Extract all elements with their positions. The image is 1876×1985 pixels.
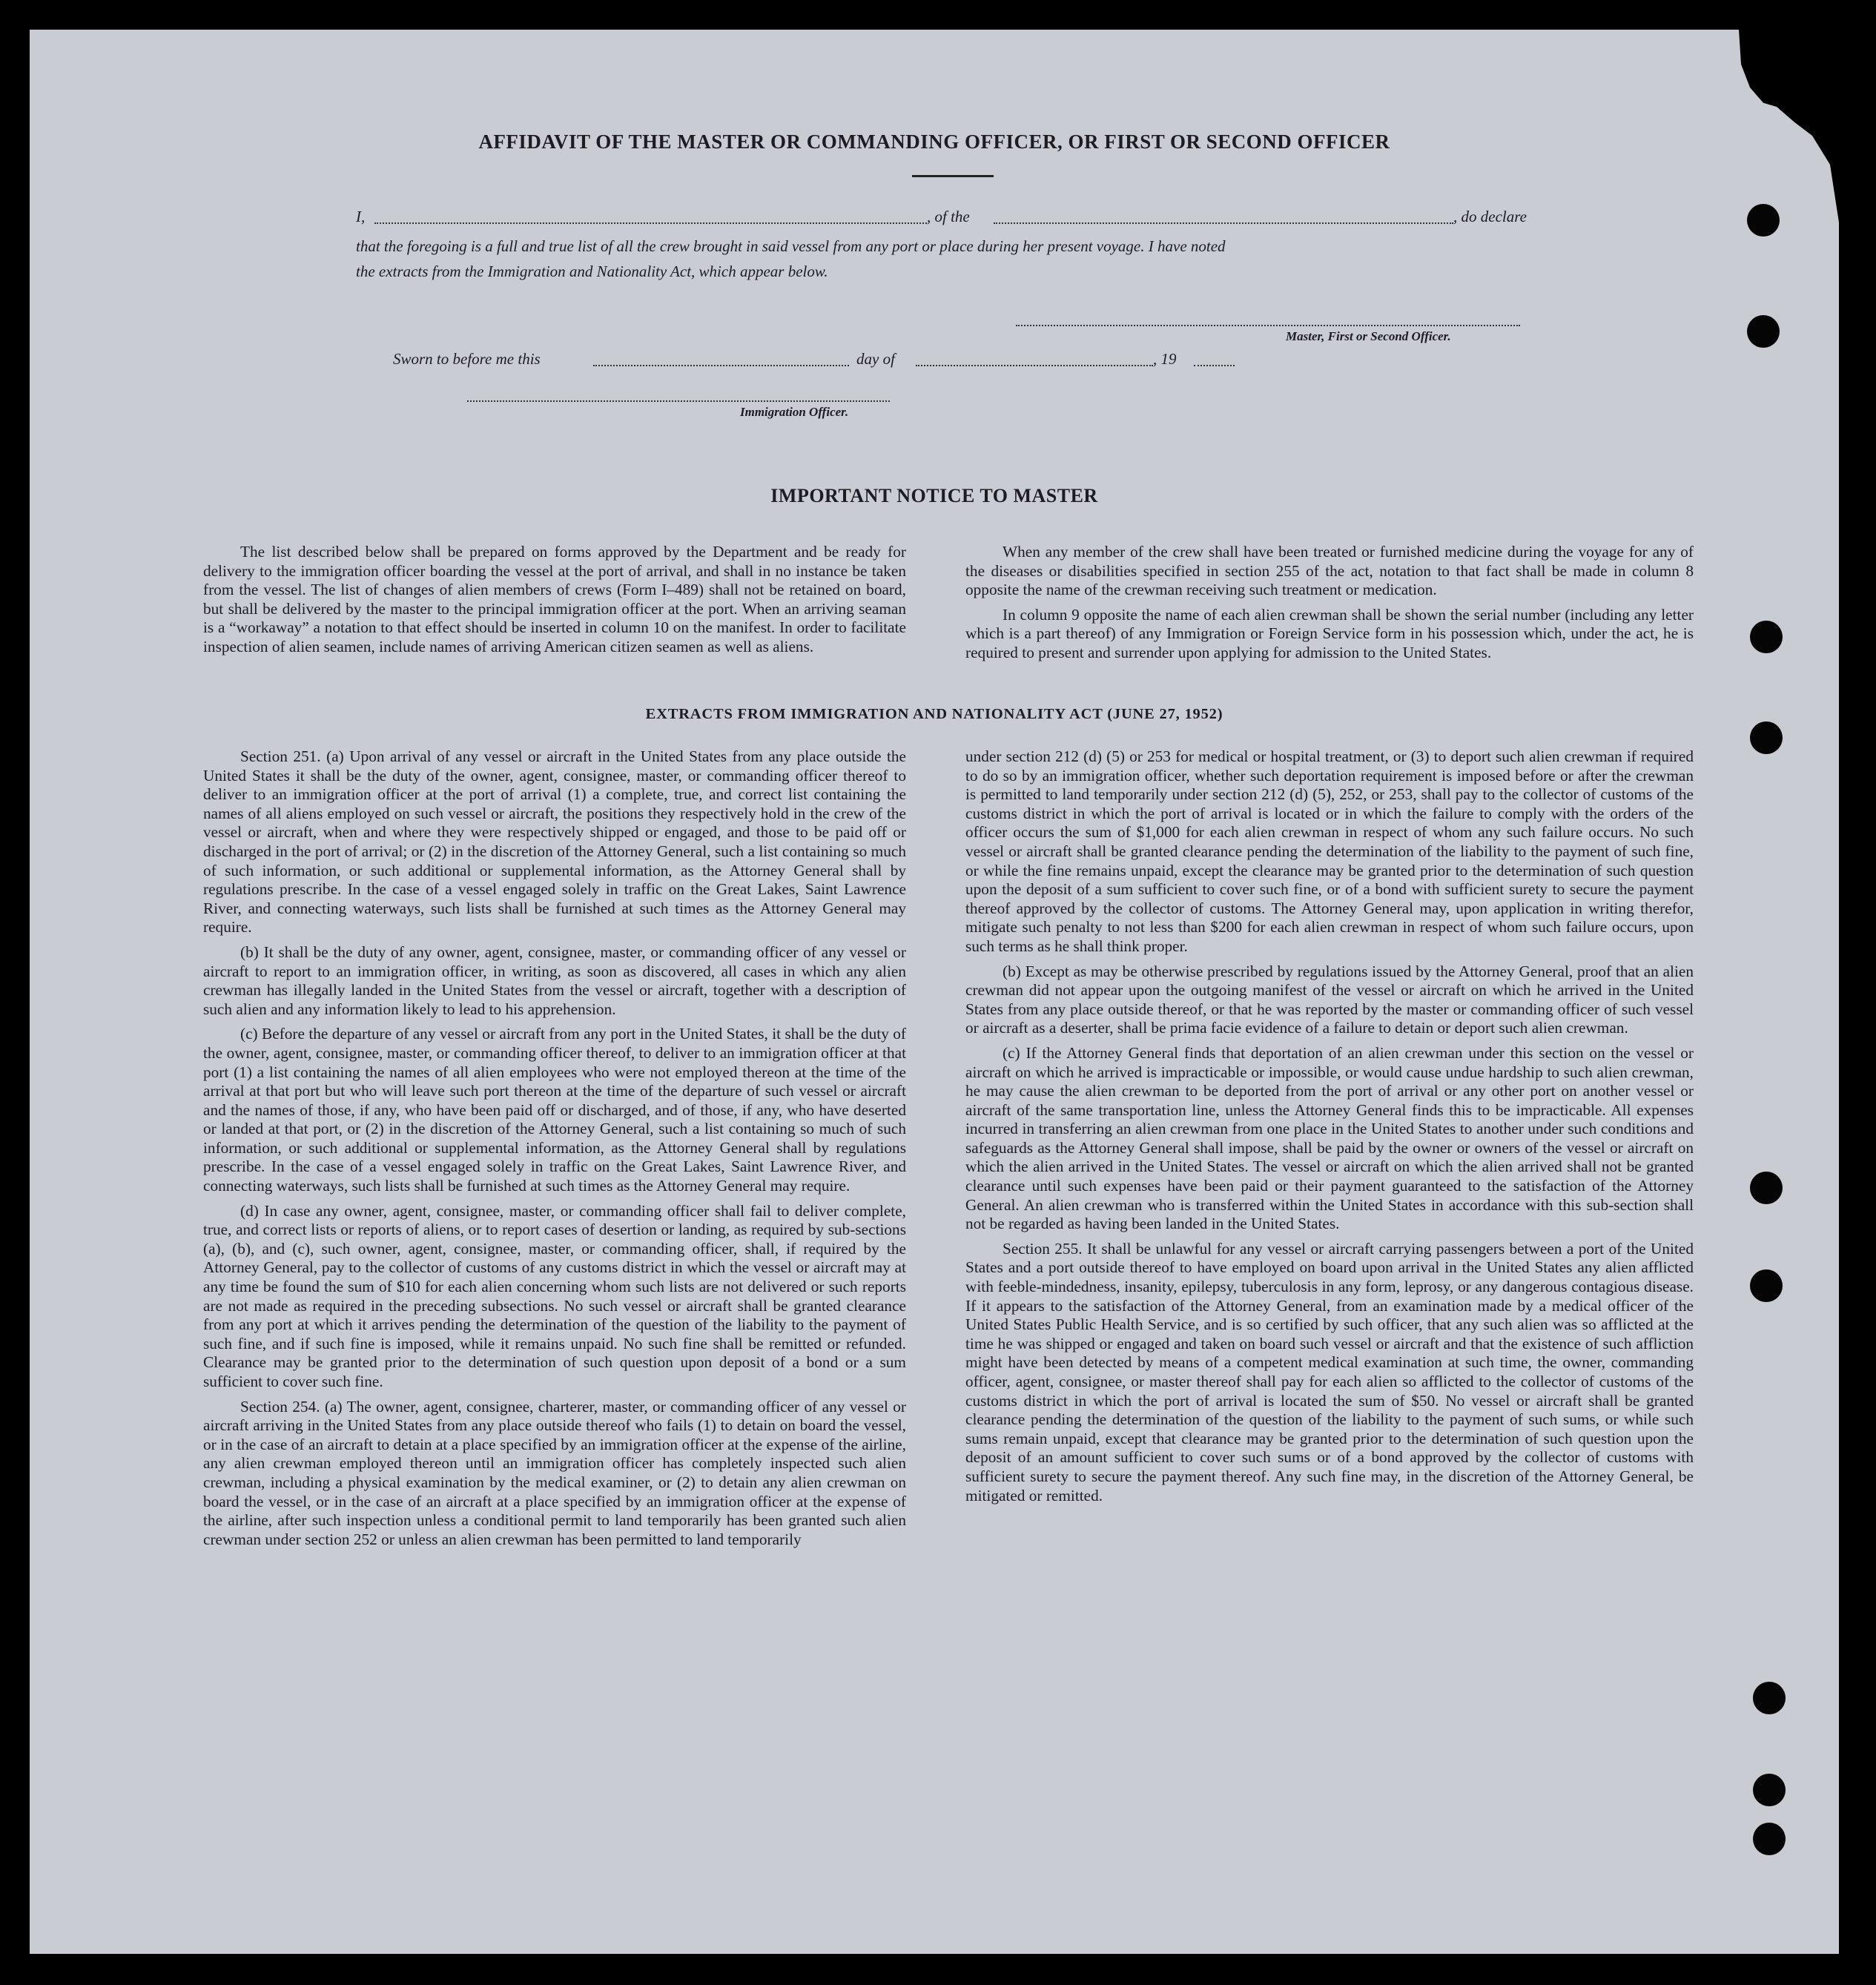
extract-paragraph: Section 251. (a) Upon arrival of any vessel or aircraft in the United States from any place outside the United States it shall be the duty of the owner, agent, consignee, master, or commanding officer thereof to deliver to an immigration officer at the port of arrival (1) a complete, true, and correct list containing the names of all aliens employed on such vessel or aircraft, the positions they respectively hold in the crew of the vessel or aircraft, when and where they were respectively shipped or engaged, and those to be paid off or discharged in the port of arrival; or (2) in the discretion of the Attorney General, such a list containing so much of such information, or such additional or supplemental information, as the Attorney General shall by regulations prescribe. In the case of a vessel engaged solely in traffic on the Great Lakes, Saint Lawrence River, and connecting waterways, such lists shall be furnished at such times as the Attorney General may require.: [203, 747, 906, 937]
notice-right-paragraph: When any member of the crew shall have been treated or furnished medicine during the voyage for any of the diseases or disabilities specified in section 255 of the act, notation to that fact shall be made in column 8 opposite the name of the crewman receiving such treatment or medication.: [965, 543, 1694, 599]
torn-corner: [1616, 30, 1839, 222]
declare-i: I,: [356, 208, 366, 225]
declare-of-the: , of the: [927, 208, 970, 225]
binder-hole: [1753, 1774, 1786, 1806]
sworn-prefix: Sworn to before me this: [393, 350, 541, 368]
officer-signature-line[interactable]: [467, 400, 890, 402]
binder-hole: [1747, 315, 1780, 348]
sworn-year-field[interactable]: [1194, 365, 1235, 366]
sworn-year: , 19: [1153, 350, 1177, 368]
title-rule: [912, 175, 994, 177]
binder-hole: [1750, 721, 1783, 754]
extract-paragraph: Section 254. (a) The owner, agent, consignee, charterer, master, or commanding officer of any vessel or aircraft arriving in the United States from any place outside thereof who fails (1) to detain on board the vessel, or in the case of an aircraft to detain at a place specified by an immigration officer at the expense of the airline, any alien crewman employed thereon until an immigration officer has completely inspected such alien crewman, including a physical examination by the medical examiner, or (2) to detain any alien crewman on board the vessel, or in the case of an aircraft at a place specified by an immigration officer at the expense of the airline, after such inspection unless a conditional permit to land temporarily has been granted such alien crewman under section 252 or unless an alien crewman has been permitted to land temporarily: [203, 1397, 906, 1548]
notice-title: IMPORTANT NOTICE TO MASTER: [770, 485, 1098, 506]
affidavit-statement-line1: that the foregoing is a full and true list of all the crew brought in said vessel from any port or place during her present voyage. I have noted: [356, 237, 1226, 255]
sworn-day-of: day of: [856, 350, 895, 368]
binder-hole: [1750, 1172, 1783, 1204]
officer-signature-label: Immigration Officer.: [740, 405, 849, 419]
binder-hole: [1750, 621, 1783, 653]
vessel-field[interactable]: [994, 222, 1453, 224]
extract-paragraph: (c) If the Attorney General finds that deportation of an alien crewman under this section on the vessel or aircraft on which he arrived is impracticable or impossible, or would cause undue hardship to such alien crewman, he may cause the alien crewman to be deported from the port of arrival or any other port on another vessel or aircraft of the same transportation line, unless the Attorney General finds this to be impracticable. All expenses incurred in transferring an alien crewman from one place in the United States to another under such conditions and safeguards as the Attorney General shall impose, shall be paid by the owner or owners of the vessel or aircraft on which the alien arrived in the United States. The vessel or aircraft on which the alien arrived shall not be granted clearance until such expenses have been paid or their payment guaranteed to the satisfaction of the Attorney General. An alien crewman who is transferred within the United States in accordance with this sub-section shall not be regarded as having been landed in the United States.: [965, 1043, 1694, 1233]
master-signature-line[interactable]: [1016, 325, 1520, 326]
extracts-right-column: [965, 747, 1694, 1511]
binder-hole: [1753, 1682, 1786, 1714]
binder-hole: [1753, 1823, 1786, 1855]
extract-paragraph: (d) In case any owner, agent, consignee, master, or commanding officer shall fail to deliver complete, true, and correct lists or reports of aliens, or to report cases of desertion or landing, as required by sub-sections (a), (b), and (c), such owner, agent, consignee, master, or commanding officer, shall, if required by the Attorney General, pay to the collector of customs of any customs district in which the vessel or aircraft may at any time be found the sum of $10 for each alien concerning whom such lists are not delivered or such reports are not made as required in the preceding subsections. No such vessel or aircraft shall be granted clearance from any port at which it arrives pending the determination of the question of the liability to the payment of such fine, and if such fine is imposed, while it remains unpaid. No such fine shall be remitted or refunded. Clearance may be granted prior to the determination of such question upon deposit of a bond or a sum sufficient to cover such fine.: [203, 1201, 906, 1390]
affidavit-title: AFFIDAVIT OF THE MASTER OR COMMANDING OFFICER, OR FIRST OR SECOND OFFICER: [478, 131, 1390, 153]
notice-right-column: [965, 543, 1694, 669]
extract-paragraph: (b) It shall be the duty of any owner, agent, consignee, master, or commanding officer of any vessel or aircraft to report to an immigration officer, in writing, as soon as discovered, all cases in which any alien crewman has illegally landed in the United States from the vessel or aircraft, together with a description of such alien and any information likely to lead to his apprehension.: [203, 942, 906, 1018]
document-page: [30, 30, 1839, 1954]
sworn-month-field[interactable]: [916, 365, 1153, 366]
binder-hole: [1747, 204, 1780, 237]
extracts-left-column: [203, 747, 906, 1555]
notice-left-paragraph: The list described below shall be prepared on forms approved by the Department and be ready for delivery to the immigration officer boarding the vessel at the port of arrival, and shall in no instance be taken from the vessel. The list of changes of alien members of crews (Form I–489) shall not be retained on board, but shall be delivered by the master to the principal immigration officer at the port. When an arriving seaman is a “workaway” a notation to that effect should be inserted in column 10 on the manifest. In order to facilitate inspection of alien seamen, include names of arriving American citizen seamen as well as aliens.: [203, 543, 906, 655]
extract-paragraph: under section 212 (d) (5) or 253 for medical or hospital treatment, or (3) to deport such alien crewman if required to do so by an immigration officer, whether such deportation requirement is imposed before or after the crewman is permitted to land temporarily under section 212 (d) (5), 252, or 253, shall pay to the collector of customs of the customs district in which the port of arrival is located or in which the failure to comply with the orders of the officer occurs the sum of $1,000 for each alien crewman in respect of whom any such failure occurs. No such vessel or aircraft shall be granted clearance pending the determination of the liability to the payment of such fine, or while the fine remains unpaid, except the clearance may be granted prior to the determination of such question upon the deposit of a sum sufficient to cover such fine, or of a bond with sufficient surety to secure the payment thereof approved by the collector of customs. The Attorney General may, upon application in writing therefor, mitigate such penalty to not less than $200 for each alien crewman in respect of whom such failure occurs, upon such terms as he shall think proper.: [965, 747, 1694, 955]
extract-paragraph: Section 255. It shall be unlawful for any vessel or aircraft carrying passengers between a port of the United States and a port outside thereof to have employed on board upon arrival in the United States any alien afflicted with feeble-mindedness, insanity, epilepsy, tuberculosis in any form, leprosy, or any dangerous contagious disease. If it appears to the satisfaction of the Attorney General, from an examination made by a medical officer of the United States Public Health Service, and is so certified by such officer, that any such alien was so afflicted at the time he was shipped or engaged and taken on board such vessel or aircraft and that the existence of such affliction might have been detected by means of a competent medical examination at such time, the owner, commanding officer, agent, consignee, or master thereof shall pay for each alien so afflicted to the collector of customs of the customs district in which the port of arrival is located the sum of $50. No vessel or aircraft shall be granted clearance pending the determination of the question of the liability to the payment of such sums, or while such sums remain unpaid, except that clearance may be granted prior to the determination of such question upon the deposit of an amount sufficient to cover such sums or of a bond approved by the collector of customs with sufficient surety to secure the payment thereof. Any such fine may, in the discretion of the Attorney General, be mitigated or remitted.: [965, 1239, 1694, 1505]
notice-right-paragraph: In column 9 opposite the name of each alien crewman shall be shown the serial number (including any letter which is a part thereof) of any Immigration or Foreign Service form in his possession which, under the act, he is required to present and surrender upon applying for admission to the United States.: [965, 605, 1694, 661]
name-field[interactable]: [374, 222, 927, 224]
sworn-day-field[interactable]: [593, 365, 849, 366]
extract-paragraph: (b) Except as may be otherwise prescribed by regulations issued by the Attorney General, proof that an alien crewman did not appear upon the outgoing manifest of the vessel or aircraft on which he arrived in the United States from any place outside thereof, or that he was reported by the master or commanding officer of such vessel or aircraft as a deserter, shall be prima facie evidence of a failure to detain or deport such alien crewman.: [965, 962, 1694, 1037]
extracts-title: EXTRACTS FROM IMMIGRATION AND NATIONALITY ACT (JUNE 27, 1952): [645, 706, 1223, 722]
binder-hole: [1750, 1269, 1783, 1302]
declare-end: , do declare: [1453, 208, 1527, 225]
extract-paragraph: (c) Before the departure of any vessel or aircraft from any port in the United States, it shall be the duty of the owner, agent, consignee, master, or commanding officer thereof, to deliver to an immigration officer at that port (1) a list containing the names of all alien employees who were not employed thereon at the time of the arrival at that port but who will leave such port thereon at the time of the departure of such vessel or aircraft and the names of those, if any, who have been paid off or discharged, and of those, if any, who have deserted or landed at that port, or (2) in the discretion of the Attorney General, such a list containing so much of such information, or such additional or supplemental information, as the Attorney General shall by regulations prescribe. In the case of a vessel engaged solely in traffic on the Great Lakes, Saint Lawrence River, and connecting waterways, such lists shall be furnished at such times as the Attorney General may require.: [203, 1025, 906, 1195]
affidavit-statement-line2: the extracts from the Immigration and Nationality Act, which appear below.: [356, 262, 828, 280]
master-signature-label: Master, First or Second Officer.: [1286, 329, 1451, 343]
notice-left-column: [203, 543, 906, 663]
